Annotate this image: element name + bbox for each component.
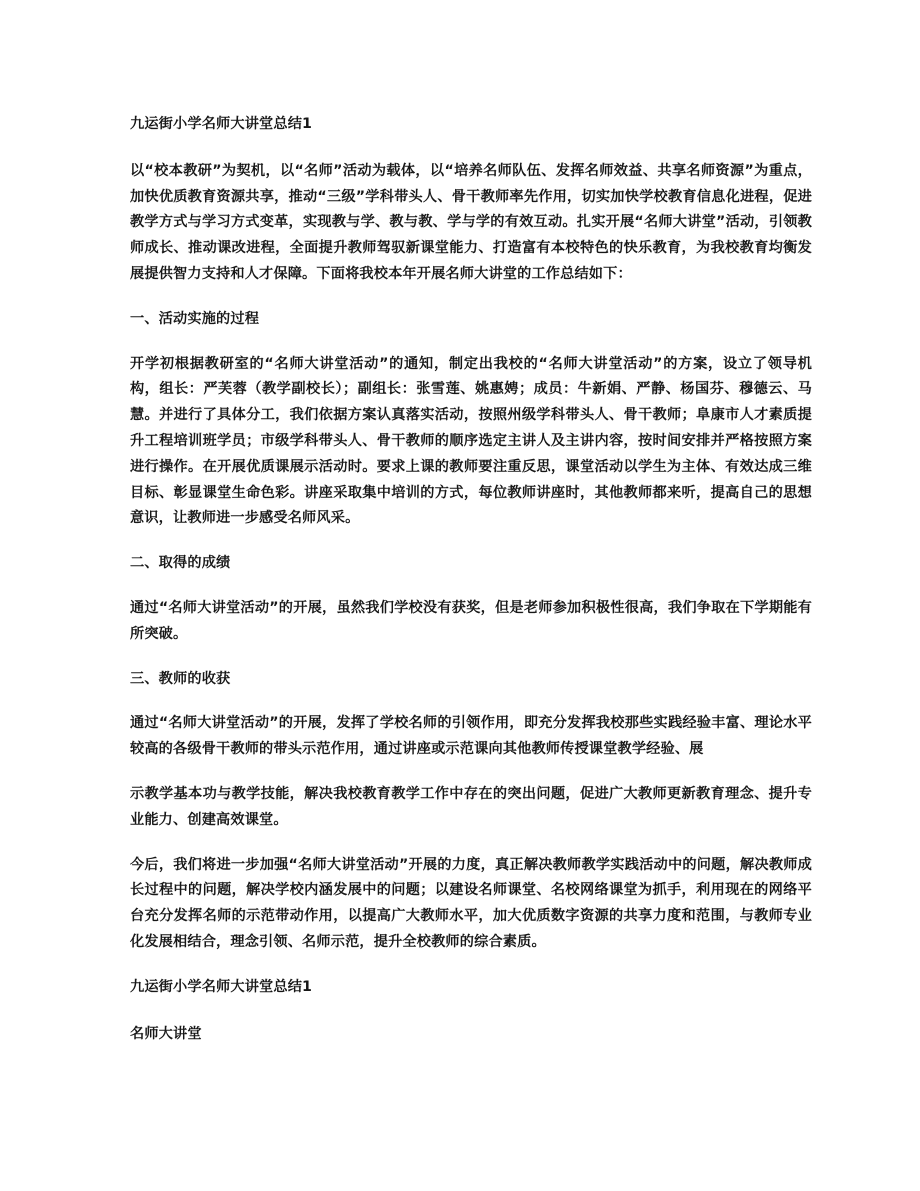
results-paragraph: 通过“名师大讲堂活动”的开展，虽然我们学校没有获奖，但是老师参加积极性很高，我们争取在下学期能有所突破。 [130,599,812,642]
document-title: 九运街小学名师大讲堂总结1 [130,116,313,132]
gains-paragraph-two: 示教学基本功与教学技能，解决我校教育教学工作中存在的突出问题，促进广大教师更新教育理念、提升专业能力、创建高效课堂。 [130,785,812,828]
section-heading-one: 一、活动实施的过程 [130,310,260,327]
gains-paragraph-one: 通过“名师大讲堂活动”的开展，发挥了学校名师的引领作用，即充分发挥我校那些实践经验丰富、理论水平较高的各级骨干教师的带头示范作用，通过讲座或示范课向其他教师传授课堂教学经验、展 [130,715,812,758]
document-body [130,112,812,1047]
outlook-paragraph: 今后，我们将进一步加强“名师大讲堂活动”开展的力度，真正解决教师教学实践活动中的问题，解决教师成长过程中的问题，解决学校内涵发展中的问题；以建设名师课堂、名校网络课堂为抓手，利用现在的网络平台充分发挥名师的示范带动作用，以提高广大教师水平，加大优质数字资源的共享力度和范围，与教师专业化发展相结合，理念引领、名师示范，提升全校教师的综合素质。 [130,856,812,950]
trailing-paragraph: 名师大讲堂 [130,1025,202,1042]
section-heading-three: 三、教师的收获 [130,670,231,687]
intro-paragraph: 以“校本教研”为契机，以“名师”活动为载体，以“培养名师队伍、发挥名师效益、共享名师资源”为重点，加快优质教育资源共享，推动“三级”学科带头人、骨干教师率先作用，切实加快学校教育信息化进程，促进教学方式与学习方式变革，实现教与学、教与教、学与学的有效互动。扎实开展“名师大讲堂”活动，引领教师成长、推动课改进程，全面提升教师驾驭新课堂能力、打造富有本校特色的快乐教育，为我校教育均衡发展提供智力支持和人才保障。下面将我校本年开展名师大讲堂的工作总结如下： [130,162,812,282]
process-paragraph: 开学初根据教研室的“名师大讲堂活动”的通知，制定出我校的“名师大讲堂活动”的方案，设立了领导机构，组长：严芙蓉（教学副校长）；副组长：张雪莲、姚惠娉；成员：牛新娟、严静、杨国芬、穆德云、马慧。并进行了具体分工，我们依据方案认真落实活动，按照州级学科带头人、骨干教师；阜康市人才素质提升工程培训班学员；市级学科带头人、骨干教师的顺序选定主讲人及主讲内容，按时间安排并严格按照方案进行操作。在开展优质课展示活动时。要求上课的教师要注重反思，课堂活动以学生为主体、有效达成三维目标、彰显课堂生命色彩。讲座采取集中培训的方式，每位教师讲座时，其他教师都来听，提高自己的思想意识，让教师进一步感受名师风采。 [130,355,812,527]
document-title-repeat: 九运街小学名师大讲堂总结1 [130,978,313,995]
section-heading-two: 二、取得的成绩 [130,555,231,572]
